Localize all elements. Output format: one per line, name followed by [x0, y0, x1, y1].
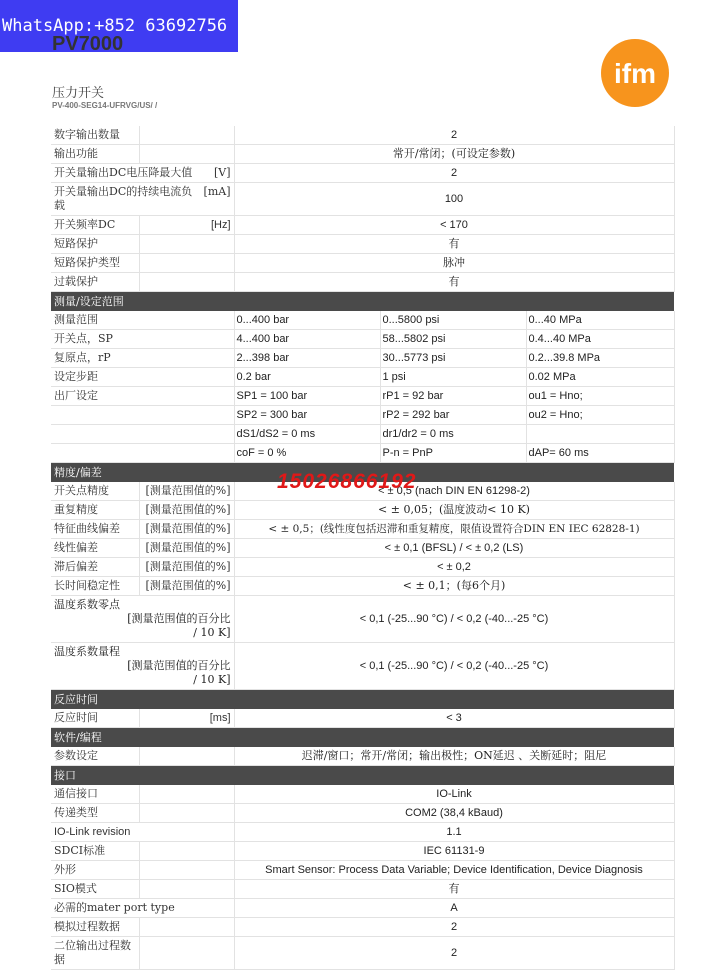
- spec-label: 线性偏差: [51, 539, 139, 558]
- spec-value: 有: [234, 273, 674, 292]
- spec-row: [51, 558, 674, 577]
- spec-label: 出厂设定: [51, 387, 234, 406]
- spec-label: 外形: [51, 861, 139, 880]
- product-model-title: PV7000: [52, 33, 124, 55]
- spec-row: [51, 330, 674, 349]
- spec-row: [51, 145, 674, 164]
- spec-value: < ± 0,05；(温度波动< 10 K): [234, 501, 674, 520]
- spec-unit: [V]: [213, 166, 231, 179]
- spec-cell: 0.4...40 MPa: [526, 330, 674, 349]
- spec-row: [51, 539, 674, 558]
- spec-cell: P-n = PnP: [380, 444, 526, 463]
- spec-value: < 3: [234, 709, 674, 728]
- spec-row-tall: [51, 596, 674, 643]
- spec-unit: [139, 880, 234, 899]
- spec-value: < ± 0,1；(每6个月): [234, 577, 674, 596]
- spec-label: 温度系数量程: [54, 645, 120, 658]
- spec-cell: SP1 = 100 bar: [234, 387, 380, 406]
- spec-row: [51, 216, 674, 235]
- spec-row: [51, 126, 674, 145]
- spec-cell: ou1 = Hno;: [526, 387, 674, 406]
- section-title: 精度/偏差: [51, 463, 674, 483]
- spec-label: 测量范围: [51, 311, 234, 330]
- spec-unit: [测量范围值的%]: [139, 558, 234, 577]
- spec-label: 二位输出过程数据: [51, 937, 139, 970]
- spec-cell: rP1 = 92 bar: [380, 387, 526, 406]
- spec-value: 1.1: [234, 823, 674, 842]
- spec-unit: [139, 937, 234, 970]
- phone-watermark: 15026866192: [277, 470, 417, 493]
- spec-label: 过载保护: [51, 273, 139, 292]
- spec-value: COM2 (38,4 kBaud): [234, 804, 674, 823]
- spec-value: 迟滞/窗口；常开/常闭；输出极性；ON延迟 、关断延时；阻尼: [234, 747, 674, 766]
- section-title: 接口: [51, 766, 674, 786]
- spec-value: A: [234, 899, 674, 918]
- section-header-interface: [51, 766, 674, 786]
- spec-row: [51, 937, 674, 970]
- spec-row: [51, 804, 674, 823]
- spec-row: [51, 880, 674, 899]
- spec-label: 传递类型: [51, 804, 139, 823]
- spec-label: 滞后偏差: [51, 558, 139, 577]
- spec-label: [51, 406, 234, 425]
- spec-value: 有: [234, 235, 674, 254]
- spec-row: [51, 349, 674, 368]
- spec-label: 温度系数零点: [54, 598, 120, 611]
- spec-label: 通信接口: [51, 785, 139, 804]
- spec-unit: [139, 747, 234, 766]
- spec-row: [51, 254, 674, 273]
- spec-unit: [139, 842, 234, 861]
- spec-row: [51, 387, 674, 406]
- spec-unit: [139, 254, 234, 273]
- spec-label: 开关量输出DC的持续电流负载: [54, 185, 193, 212]
- spec-unit: [测量范围值的百分比 / 10 K]: [127, 659, 231, 686]
- spec-unit: [139, 273, 234, 292]
- spec-label: 开关频率DC: [51, 216, 139, 235]
- spec-cell: 0...5800 psi: [380, 311, 526, 330]
- spec-row: [51, 899, 674, 918]
- spec-label: 必需的mater port type: [51, 899, 234, 918]
- spec-label: 长时间稳定性: [51, 577, 139, 596]
- spec-cell: coF = 0 %: [234, 444, 380, 463]
- section-header-measuring: [51, 292, 674, 312]
- spec-row: [51, 368, 674, 387]
- spec-value: 100: [234, 183, 674, 216]
- spec-row: [51, 785, 674, 804]
- spec-row: [51, 311, 674, 330]
- spec-unit: [139, 861, 234, 880]
- spec-value: Smart Sensor: Process Data Variable; Device Identification, Device Diagnosis: [234, 861, 674, 880]
- spec-cell: 4...400 bar: [234, 330, 380, 349]
- spec-label: 特征曲线偏差: [51, 520, 139, 539]
- spec-unit: [测量范围值的百分比 / 10 K]: [127, 612, 231, 639]
- spec-cell: 0...40 MPa: [526, 311, 674, 330]
- spec-unit: [Hz]: [139, 216, 234, 235]
- spec-row: [51, 861, 674, 880]
- spec-label-cell: [51, 596, 234, 643]
- spec-label: 设定步距: [51, 368, 234, 387]
- spec-label: [51, 444, 234, 463]
- spec-cell: 0.2 bar: [234, 368, 380, 387]
- spec-label: 短路保护: [51, 235, 139, 254]
- spec-value: < ± 0,5；(线性度包括迟滞和重复精度，限值设置符合DIN EN IEC 62828-1): [234, 520, 674, 539]
- spec-table: [51, 126, 675, 970]
- spec-value: < 0,1 (-25...90 °C) / < 0,2 (-40...-25 °C): [234, 643, 674, 690]
- spec-label: 开关量输出DC电压降最大值: [54, 166, 193, 179]
- spec-cell: [526, 425, 674, 444]
- spec-label: SIO模式: [51, 880, 139, 899]
- spec-value: < 0,1 (-25...90 °C) / < 0,2 (-40...-25 °C): [234, 596, 674, 643]
- spec-unit: [139, 918, 234, 937]
- spec-label-cell: [51, 164, 234, 183]
- section-title: 反应时间: [51, 690, 674, 710]
- spec-label: 开关点，SP: [51, 330, 234, 349]
- spec-unit: [ms]: [139, 709, 234, 728]
- spec-label: 反应时间: [51, 709, 139, 728]
- spec-label: [51, 425, 234, 444]
- spec-unit: [139, 804, 234, 823]
- whatsapp-watermark-banner: WhatsApp:+852 63692756: [0, 0, 238, 52]
- spec-value: 常开/常闭；(可设定参数): [234, 145, 674, 164]
- spec-row: [51, 183, 674, 216]
- spec-value: < 170: [234, 216, 674, 235]
- spec-value: 2: [234, 164, 674, 183]
- spec-label: IO-Link revision: [51, 823, 234, 842]
- part-number: PV-400-SEG14-UFRVG/US/ /: [52, 101, 158, 110]
- spec-row: [51, 406, 674, 425]
- spec-row: [51, 709, 674, 728]
- spec-label: 参数设定: [51, 747, 139, 766]
- spec-row: [51, 577, 674, 596]
- spec-value: IO-Link: [234, 785, 674, 804]
- spec-value: IEC 61131-9: [234, 842, 674, 861]
- product-subtitle: 压力开关: [52, 86, 105, 101]
- spec-cell: ou2 = Hno;: [526, 406, 674, 425]
- section-title: 测量/设定范围: [51, 292, 674, 312]
- spec-row: [51, 425, 674, 444]
- spec-cell: 0.02 MPa: [526, 368, 674, 387]
- spec-unit: [测量范围值的%]: [139, 577, 234, 596]
- spec-row: [51, 823, 674, 842]
- spec-cell: dS1/dS2 = 0 ms: [234, 425, 380, 444]
- spec-value: < ± 0,5 (nach DIN EN 61298-2): [234, 482, 674, 501]
- spec-label: 重复精度: [51, 501, 139, 520]
- spec-row-tall: [51, 643, 674, 690]
- spec-cell: 0.2...39.8 MPa: [526, 349, 674, 368]
- spec-row: [51, 444, 674, 463]
- spec-row: [51, 501, 674, 520]
- spec-row: [51, 747, 674, 766]
- spec-cell: rP2 = 292 bar: [380, 406, 526, 425]
- spec-value: 2: [234, 918, 674, 937]
- spec-row: [51, 918, 674, 937]
- spec-unit: [mA]: [203, 185, 231, 198]
- section-header-response: [51, 690, 674, 710]
- spec-row: [51, 842, 674, 861]
- spec-value: 2: [234, 126, 674, 145]
- spec-cell: SP2 = 300 bar: [234, 406, 380, 425]
- spec-value: 2: [234, 937, 674, 970]
- spec-unit: [测量范围值的%]: [139, 520, 234, 539]
- spec-row: [51, 235, 674, 254]
- spec-label: 模拟过程数据: [51, 918, 139, 937]
- section-header-software: [51, 728, 674, 748]
- spec-unit: [测量范围值的%]: [139, 501, 234, 520]
- spec-cell: 0...400 bar: [234, 311, 380, 330]
- spec-unit: [139, 145, 234, 164]
- spec-label: 短路保护类型: [51, 254, 139, 273]
- spec-value: < ± 0,2: [234, 558, 674, 577]
- spec-unit: [139, 235, 234, 254]
- spec-label: 复原点，rP: [51, 349, 234, 368]
- spec-unit: [测量范围值的%]: [139, 539, 234, 558]
- spec-unit: [139, 785, 234, 804]
- spec-unit: [测量范围值的%]: [139, 482, 234, 501]
- logo-text: ifm: [614, 58, 656, 89]
- spec-value: 有: [234, 880, 674, 899]
- spec-cell: dr1/dr2 = 0 ms: [380, 425, 526, 444]
- spec-label-cell: [51, 643, 234, 690]
- spec-row: [51, 520, 674, 539]
- spec-cell: 30...5773 psi: [380, 349, 526, 368]
- spec-cell: 1 psi: [380, 368, 526, 387]
- spec-label-cell: [51, 183, 234, 216]
- spec-row: [51, 273, 674, 292]
- ifm-logo: [600, 38, 670, 108]
- spec-cell: dAP= 60 ms: [526, 444, 674, 463]
- section-title: 软件/编程: [51, 728, 674, 748]
- spec-label: 输出功能: [51, 145, 139, 164]
- spec-label: SDCI标准: [51, 842, 139, 861]
- spec-cell: 2...398 bar: [234, 349, 380, 368]
- spec-row: [51, 164, 674, 183]
- spec-value: 脉冲: [234, 254, 674, 273]
- spec-cell: 58...5802 psi: [380, 330, 526, 349]
- spec-value: < ± 0,1 (BFSL) / < ± 0,2 (LS): [234, 539, 674, 558]
- spec-label: 开关点精度: [51, 482, 139, 501]
- spec-label: 数字输出数量: [51, 126, 139, 145]
- spec-unit: [139, 126, 234, 145]
